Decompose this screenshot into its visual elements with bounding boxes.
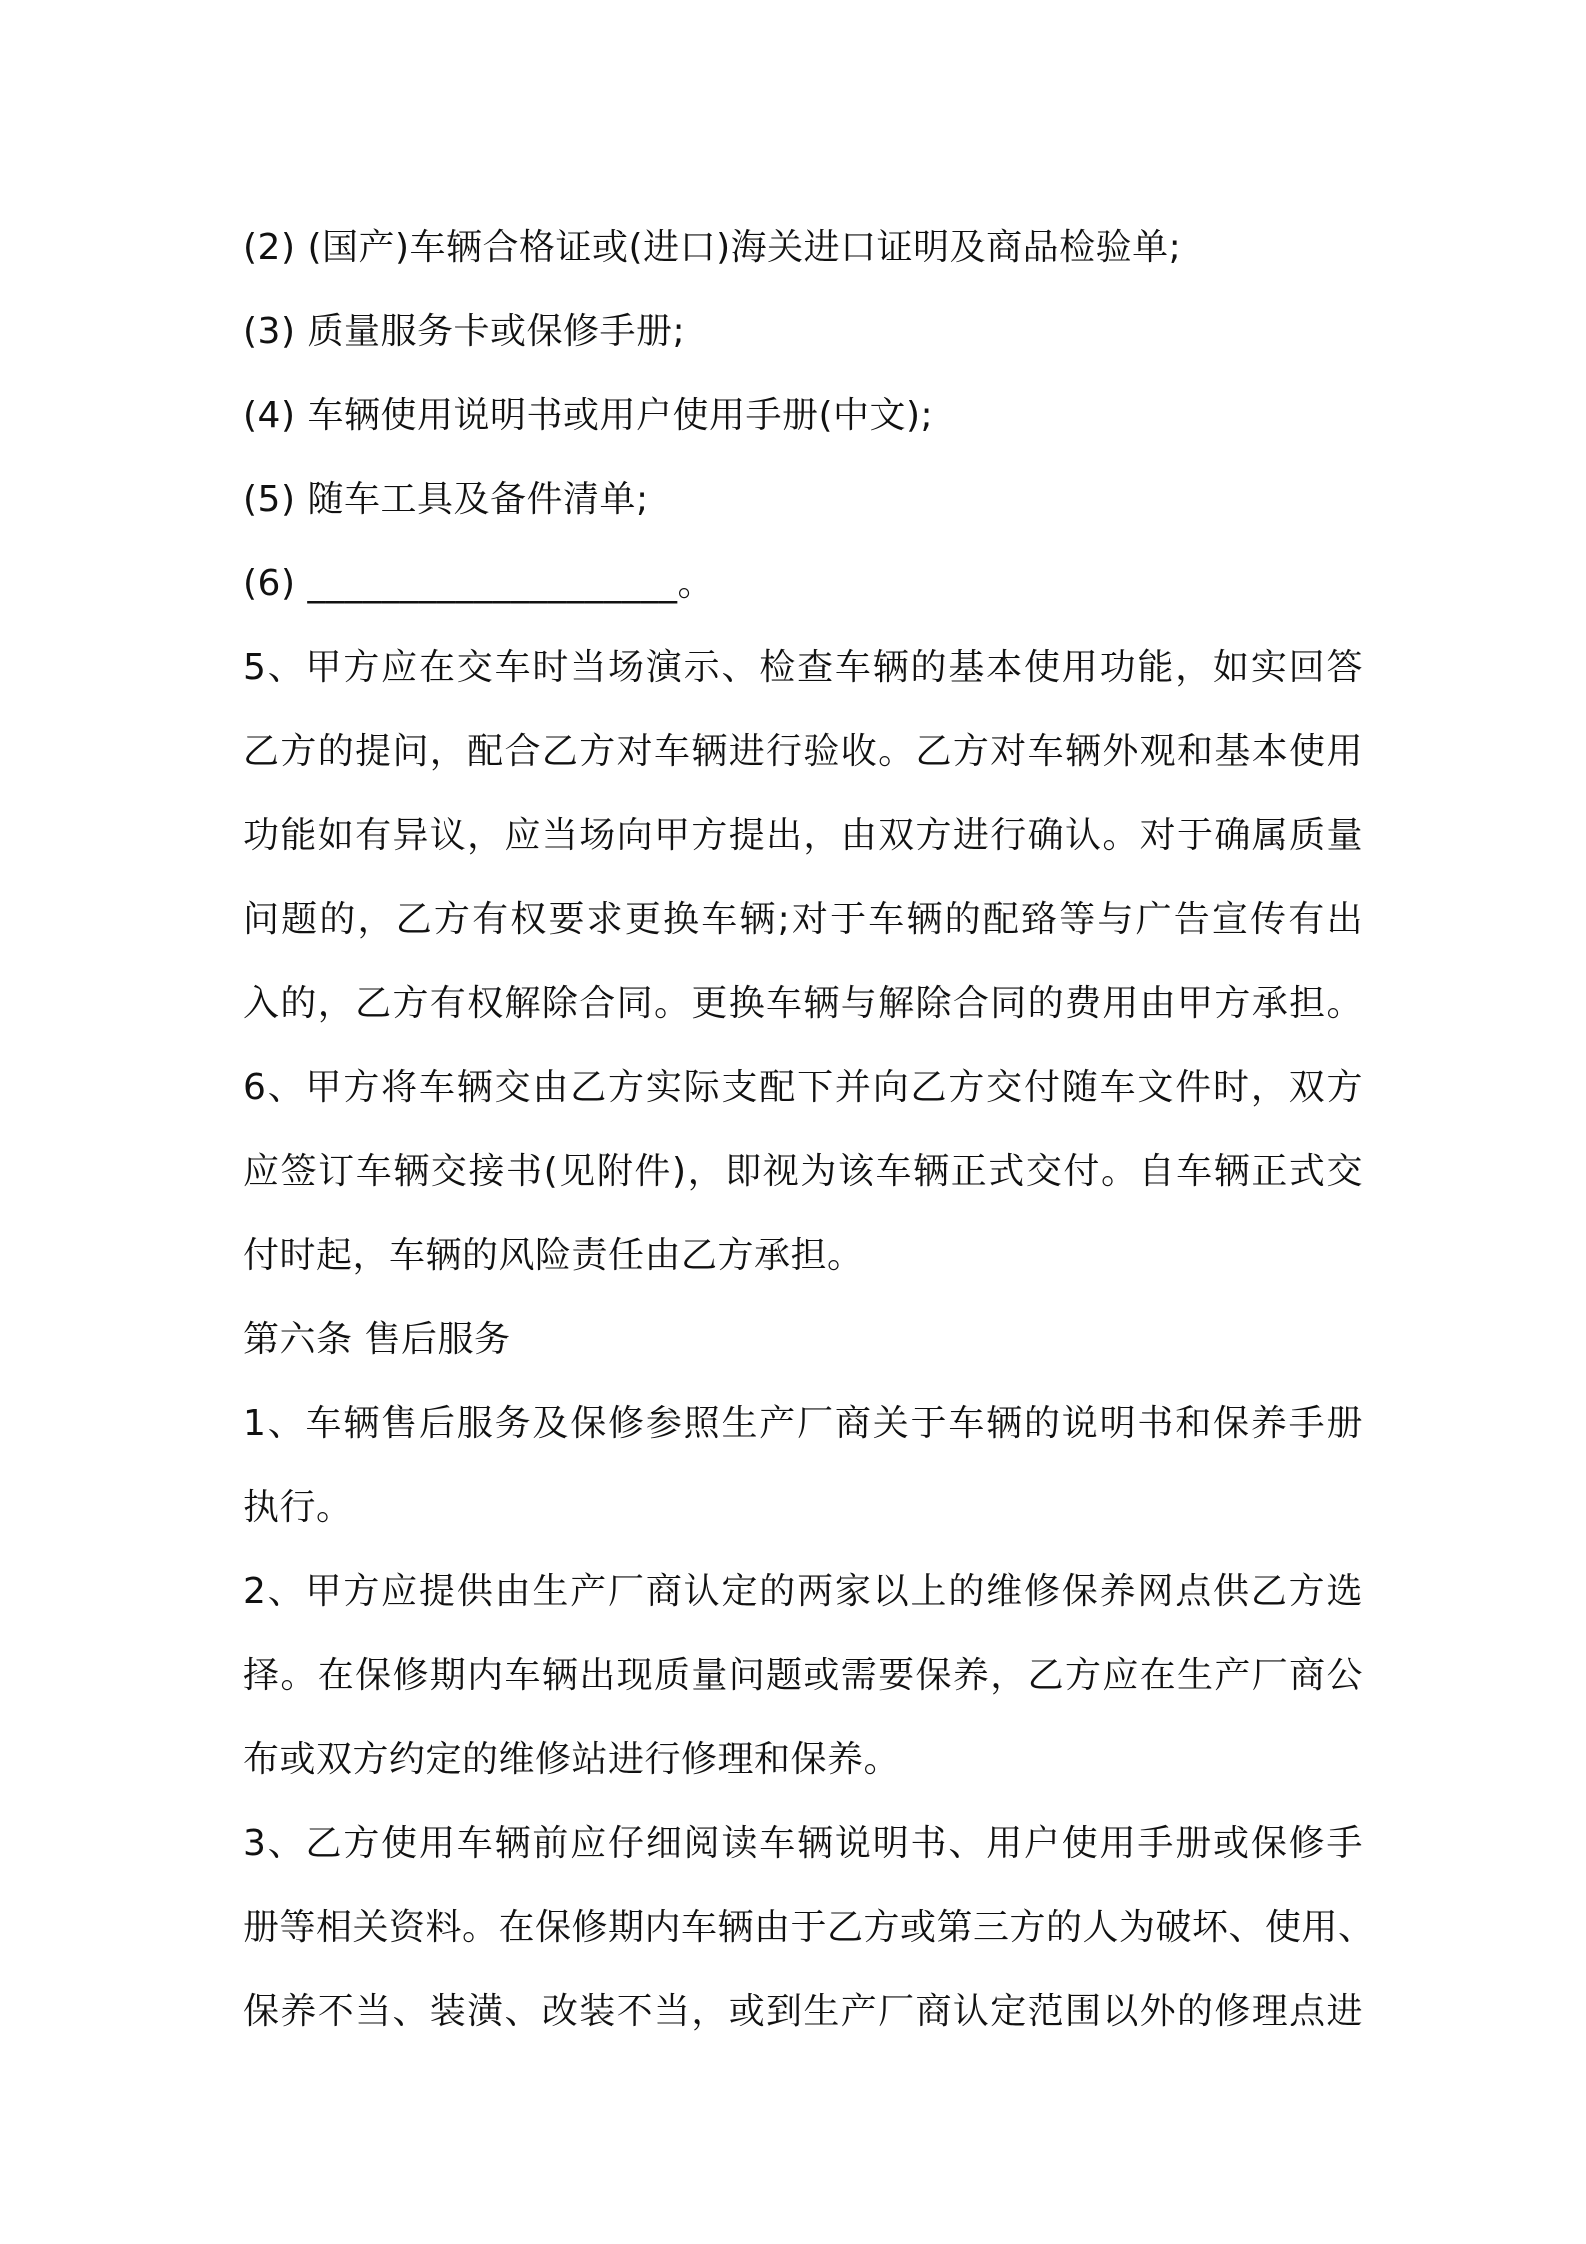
text-line: 付时起，车辆的风险责任由乙方承担。: [243, 1235, 864, 1276]
text-line: (2) (国产)车辆合格证或(进口)海关进口证明及商品检验单;: [243, 227, 1182, 268]
text-line: 保养不当、装潢、改装不当，或到生产厂商认定范围以外的修理点进: [243, 1991, 1363, 2032]
section-heading: 第六条 售后服务: [243, 1319, 511, 1360]
text-line: (6) ____________________。: [243, 563, 714, 604]
text-line: 执行。: [243, 1487, 353, 1528]
text-line: 择。在保修期内车辆出现质量问题或需要保养，乙方应在生产厂商公: [243, 1655, 1363, 1696]
text-line: 问题的，乙方有权要求更换车辆;对于车辆的配臵等与广告宣传有出: [243, 899, 1363, 940]
text-line: 应签订车辆交接书(见附件)，即视为该车辆正式交付。自车辆正式交: [243, 1151, 1363, 1192]
text-line: 册等相关资料。在保修期内车辆由于乙方或第三方的人为破坏、使用、: [243, 1907, 1375, 1948]
text-line: 乙方的提问，配合乙方对车辆进行验收。乙方对车辆外观和基本使用: [243, 731, 1363, 772]
document-body: [243, 206, 1375, 2054]
text-line: 5、甲方应在交车时当场演示、检查车辆的基本使用功能，如实回答: [243, 647, 1363, 688]
text-line: (5) 随车工具及备件清单;: [243, 479, 649, 520]
text-line: 6、甲方将车辆交由乙方实际支配下并向乙方交付随车文件时，双方: [243, 1067, 1363, 1108]
text-line: (4) 车辆使用说明书或用户使用手册(中文);: [243, 395, 934, 436]
text-line: (3) 质量服务卡或保修手册;: [243, 311, 686, 352]
text-line: 3、乙方使用车辆前应仔细阅读车辆说明书、用户使用手册或保修手: [243, 1823, 1363, 1864]
text-line: 功能如有异议，应当场向甲方提出，由双方进行确认。对于确属质量: [243, 815, 1363, 856]
text-line: 2、甲方应提供由生产厂商认定的两家以上的维修保养网点供乙方选: [243, 1571, 1363, 1612]
text-line: 1、车辆售后服务及保修参照生产厂商关于车辆的说明书和保养手册: [243, 1403, 1363, 1444]
text-line: 布或双方约定的维修站进行修理和保养。: [243, 1739, 901, 1780]
text-line: 入的，乙方有权解除合同。更换车辆与解除合同的费用由甲方承担。: [243, 983, 1363, 1024]
